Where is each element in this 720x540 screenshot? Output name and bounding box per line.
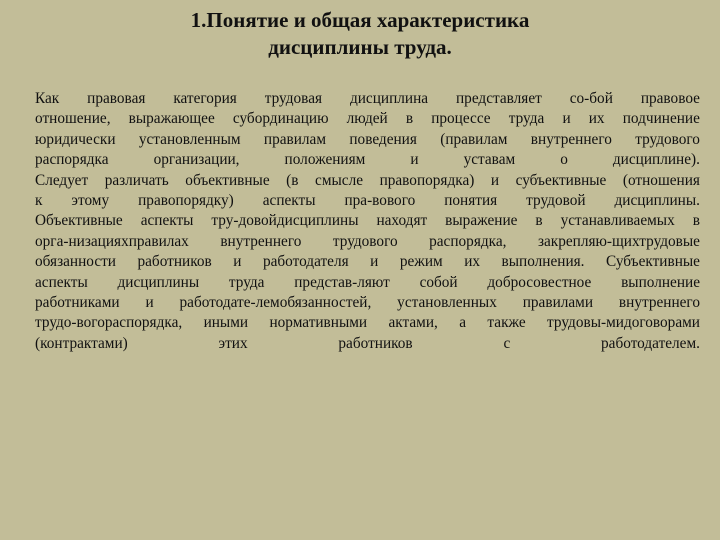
body-line	[35, 232, 700, 252]
body-word: субъективные	[515, 171, 607, 189]
body-word: добросовестное	[487, 273, 592, 291]
body-line	[35, 130, 700, 150]
body-word: (в	[286, 171, 299, 189]
body-word: находят	[376, 212, 428, 230]
body-word: трудовой	[526, 191, 586, 209]
body-word: иными	[203, 314, 249, 332]
body-word: дисциплине).	[612, 151, 700, 169]
body-word: в	[535, 212, 543, 230]
body-word: обязанности	[35, 253, 116, 271]
body-word: Как	[35, 90, 60, 107]
body-word: различать	[104, 171, 169, 189]
body-word: выражающее	[128, 110, 215, 128]
body-word: и	[370, 253, 379, 271]
body-word: процессе	[431, 110, 491, 128]
body-word: правилам	[263, 130, 327, 148]
body-word: и	[145, 293, 154, 311]
body-word: трудовы-мидоговорами	[547, 314, 700, 332]
body-word: распорядка	[35, 151, 109, 169]
body-line	[35, 109, 700, 129]
body-line	[35, 252, 700, 272]
body-word: субординацию	[232, 110, 329, 128]
body-word: режим	[399, 253, 443, 271]
body-word: (отношения	[622, 171, 700, 189]
body-word: трудо-вогораспорядка,	[35, 314, 183, 332]
body-word: правовая	[87, 90, 146, 107]
body-word: Следует	[35, 171, 89, 189]
body-word: к	[35, 191, 43, 209]
body-word: работников	[338, 334, 413, 352]
body-line	[35, 211, 700, 231]
body-word: работодателя	[262, 253, 349, 271]
body-line	[35, 150, 700, 170]
body-word: трудового	[635, 130, 700, 148]
body-word: трудовая	[264, 90, 323, 107]
body-line	[35, 313, 700, 333]
body-word: дисциплина	[349, 90, 429, 107]
body-word: положениям	[284, 151, 366, 169]
body-word: тру-довойдисциплины	[211, 212, 359, 230]
body-word: этих	[218, 334, 248, 352]
body-word: смысле	[315, 171, 364, 189]
body-word: организации,	[153, 151, 240, 169]
body-word: Субъективные	[606, 253, 700, 271]
body-word: их	[588, 110, 605, 128]
body-word: объективные	[185, 171, 270, 189]
body-word: представ-ляют	[294, 273, 390, 291]
body-word: в	[405, 110, 414, 128]
body-line	[35, 171, 700, 191]
body-word: труда	[508, 110, 545, 128]
body-word: поведения	[349, 130, 417, 148]
body-word: подчинение	[622, 110, 700, 128]
body-word: внутреннего	[220, 232, 302, 250]
body-line	[35, 273, 700, 293]
body-word: Объективные	[35, 212, 123, 230]
body-word: их	[464, 253, 481, 271]
body-word: трудового	[332, 232, 398, 250]
body-word: дисциплины.	[614, 191, 700, 209]
body-word: о	[560, 151, 568, 169]
body-word: устанавливаемых	[560, 212, 675, 230]
body-word: с	[503, 334, 511, 352]
body-word: нормативными	[269, 314, 368, 332]
body-word: пра-вового	[344, 191, 416, 209]
body-word: также	[487, 314, 526, 332]
body-word: отношение,	[35, 110, 111, 128]
body-word: выполнение	[621, 273, 700, 291]
body-word: и	[490, 171, 500, 189]
body-word: закрепляю-щихтрудовые	[537, 232, 700, 250]
body-word: правопорядка)	[379, 171, 475, 189]
title-line-2: дисциплины труда.	[268, 35, 452, 59]
body-word: аспекты	[35, 273, 88, 291]
body-word: труда	[228, 273, 265, 291]
body-word: выполнения.	[501, 253, 585, 271]
body-word: работников	[137, 253, 212, 271]
body-word: актами,	[388, 314, 438, 332]
body-line	[35, 89, 700, 109]
body-word: установленным	[138, 130, 241, 148]
body-paragraph	[35, 89, 700, 354]
body-word: работодате-лемобязанностей,	[179, 293, 372, 311]
body-word: правопорядку)	[138, 191, 234, 209]
body-word: аспекты	[262, 191, 316, 209]
body-word: понятия	[444, 191, 498, 209]
body-word: выражение	[445, 212, 518, 230]
body-word: правилами	[522, 293, 594, 311]
body-word: (контрактами)	[35, 334, 128, 352]
body-line	[35, 191, 700, 211]
body-word: уставам	[463, 151, 516, 169]
body-word: (правилам	[440, 130, 508, 148]
body-word: в	[692, 212, 700, 230]
body-word: со-бой	[569, 90, 613, 107]
body-word: людей	[346, 110, 388, 128]
body-word: и	[562, 110, 571, 128]
body-line	[35, 334, 700, 354]
body-word: этому	[71, 191, 110, 209]
body-word: установленных	[397, 293, 497, 311]
body-word: внутреннего	[530, 130, 612, 148]
body-word: а	[459, 314, 467, 332]
slide-title	[80, 7, 640, 61]
body-word: категория	[173, 90, 237, 107]
body-word: работниками	[35, 293, 120, 311]
title-line-1: 1.Понятие и общая характеристика	[190, 8, 530, 32]
body-word: орга-низацияхправилах	[35, 232, 189, 250]
body-word: и	[233, 253, 242, 271]
body-word: распорядка,	[429, 232, 507, 250]
body-word: юридически	[35, 130, 116, 148]
body-word: представляет	[455, 90, 542, 107]
body-word: собой	[419, 273, 458, 291]
body-word: дисциплины	[117, 273, 200, 291]
body-line	[35, 293, 700, 313]
body-word: правовое	[640, 90, 700, 107]
body-word: аспекты	[140, 212, 194, 230]
body-word: внутреннего	[618, 293, 700, 311]
body-word: работодателем.	[601, 334, 700, 352]
body-word: и	[410, 151, 419, 169]
